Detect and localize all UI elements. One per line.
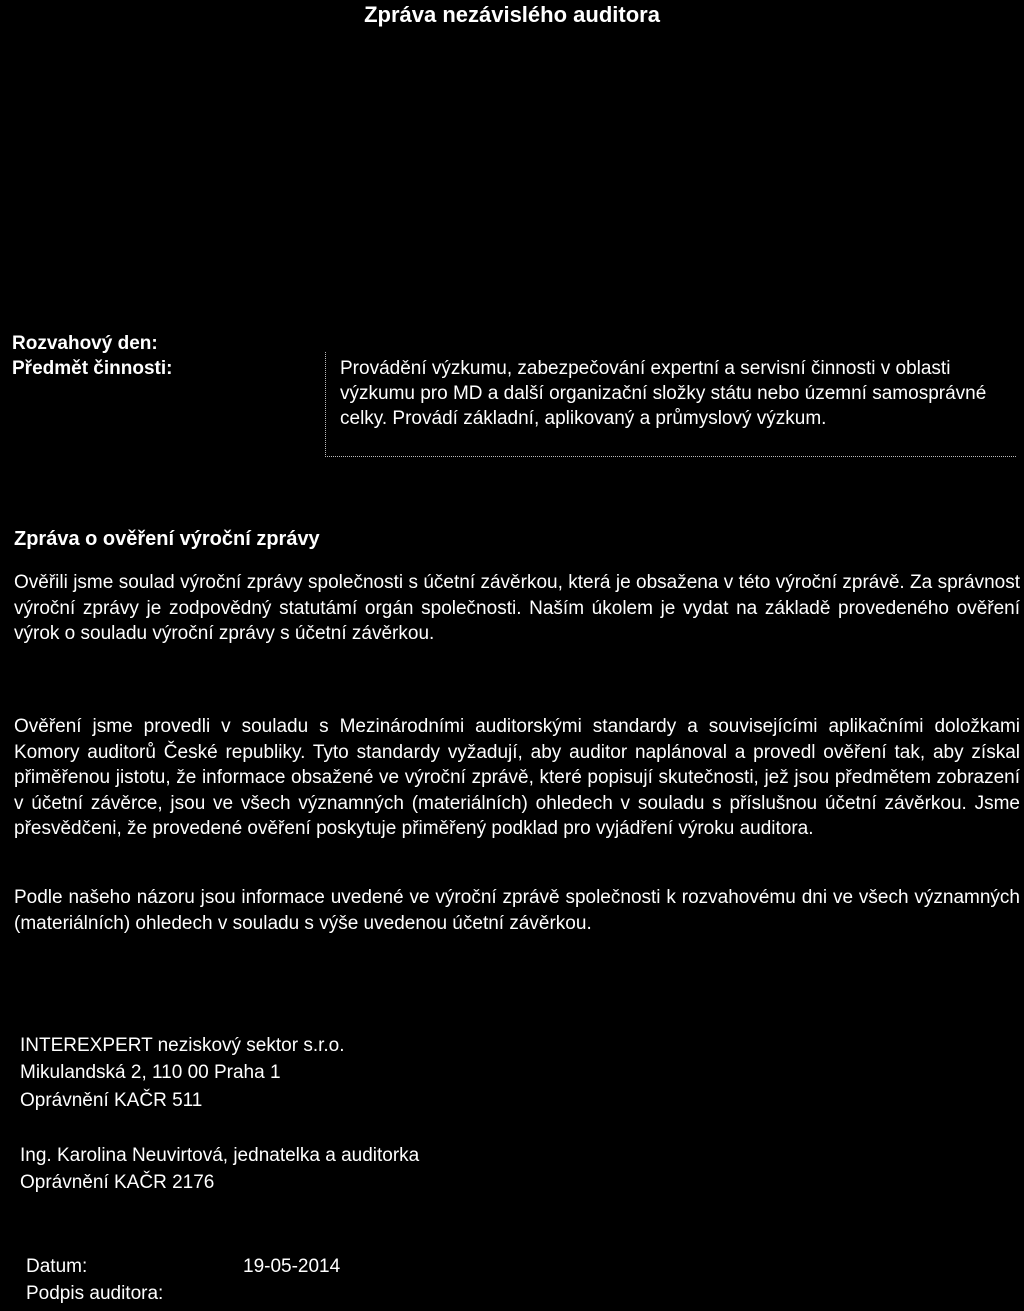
business-subject-label: Předmět činnosti:	[12, 358, 173, 379]
date-label: Datum:	[26, 1256, 88, 1277]
auditor-firm-name: INTEREXPERT neziskový sektor s.r.o.	[20, 1035, 345, 1056]
section-heading: Zpráva o ověření výroční zprávy	[14, 528, 320, 550]
auditor-person-name: Ing. Karolina Neuvirtová, jednatelka a auditorka	[20, 1145, 420, 1166]
auditor-person-license: Oprávnění KAČR 2176	[20, 1172, 215, 1193]
paragraph-1: Ověřili jsme soulad výroční zprávy společnosti s účetní závěrkou, která je obsažena v této výroční zprávě. Za správnost výroční zprávy je zodpovědný statutámí orgán společnosti. Naším úkolem je vydat na základě provedeného ověření výrok o souladu výroční zprávy s účetní závěrkou.	[14, 572, 1020, 644]
signature-label: Podpis auditora:	[26, 1283, 164, 1304]
paragraph-3: Podle našeho názoru jsou informace uvedené ve výroční zprávě společnosti k rozvahovému dni ve všech významných (materiálních) ohledech v souladu s výše uvedenou účetní závěrkou.	[14, 887, 1020, 934]
paragraph-2: Ověření jsme provedli v souladu s Mezinárodními auditorskými standardy a souvisejícími aplikačními doložkami Komory auditorů České republiky. Tyto standardy vyžadují, aby auditor naplánoval a provedl ověření tak, aby získal přiměřenou jistotu, že informace obsažené ve výroční zprávě, které popisují skutečnosti, jež jsou předmětem zobrazení v účetní závěrce, jsou ve všech významných (materiálních) ohledech v souladu s příslušnou účetní závěrkou. Jsme přesvědčeni, že provedené ověření poskytuje přiměřený podklad pro vyjádření výroku auditora.	[14, 716, 1020, 839]
auditor-firm-address: Mikulandská 2, 110 00 Praha 1	[20, 1062, 281, 1083]
business-subject-text: Provádění výzkumu, zabezpečování expertní a servisní činnosti v oblasti výzkumu pro MD a další organizační složky státu nebo územní samosprávné celky. Provádí základní, aplikovaný a průmyslový výzkum.	[340, 358, 987, 429]
balance-sheet-day-label: Rozvahový den:	[12, 333, 158, 354]
auditor-firm-license: Oprávnění KAČR 511	[20, 1090, 203, 1111]
page-title: Zpráva nezávislého auditora	[364, 2, 660, 27]
date-value: 19-05-2014	[243, 1256, 341, 1277]
